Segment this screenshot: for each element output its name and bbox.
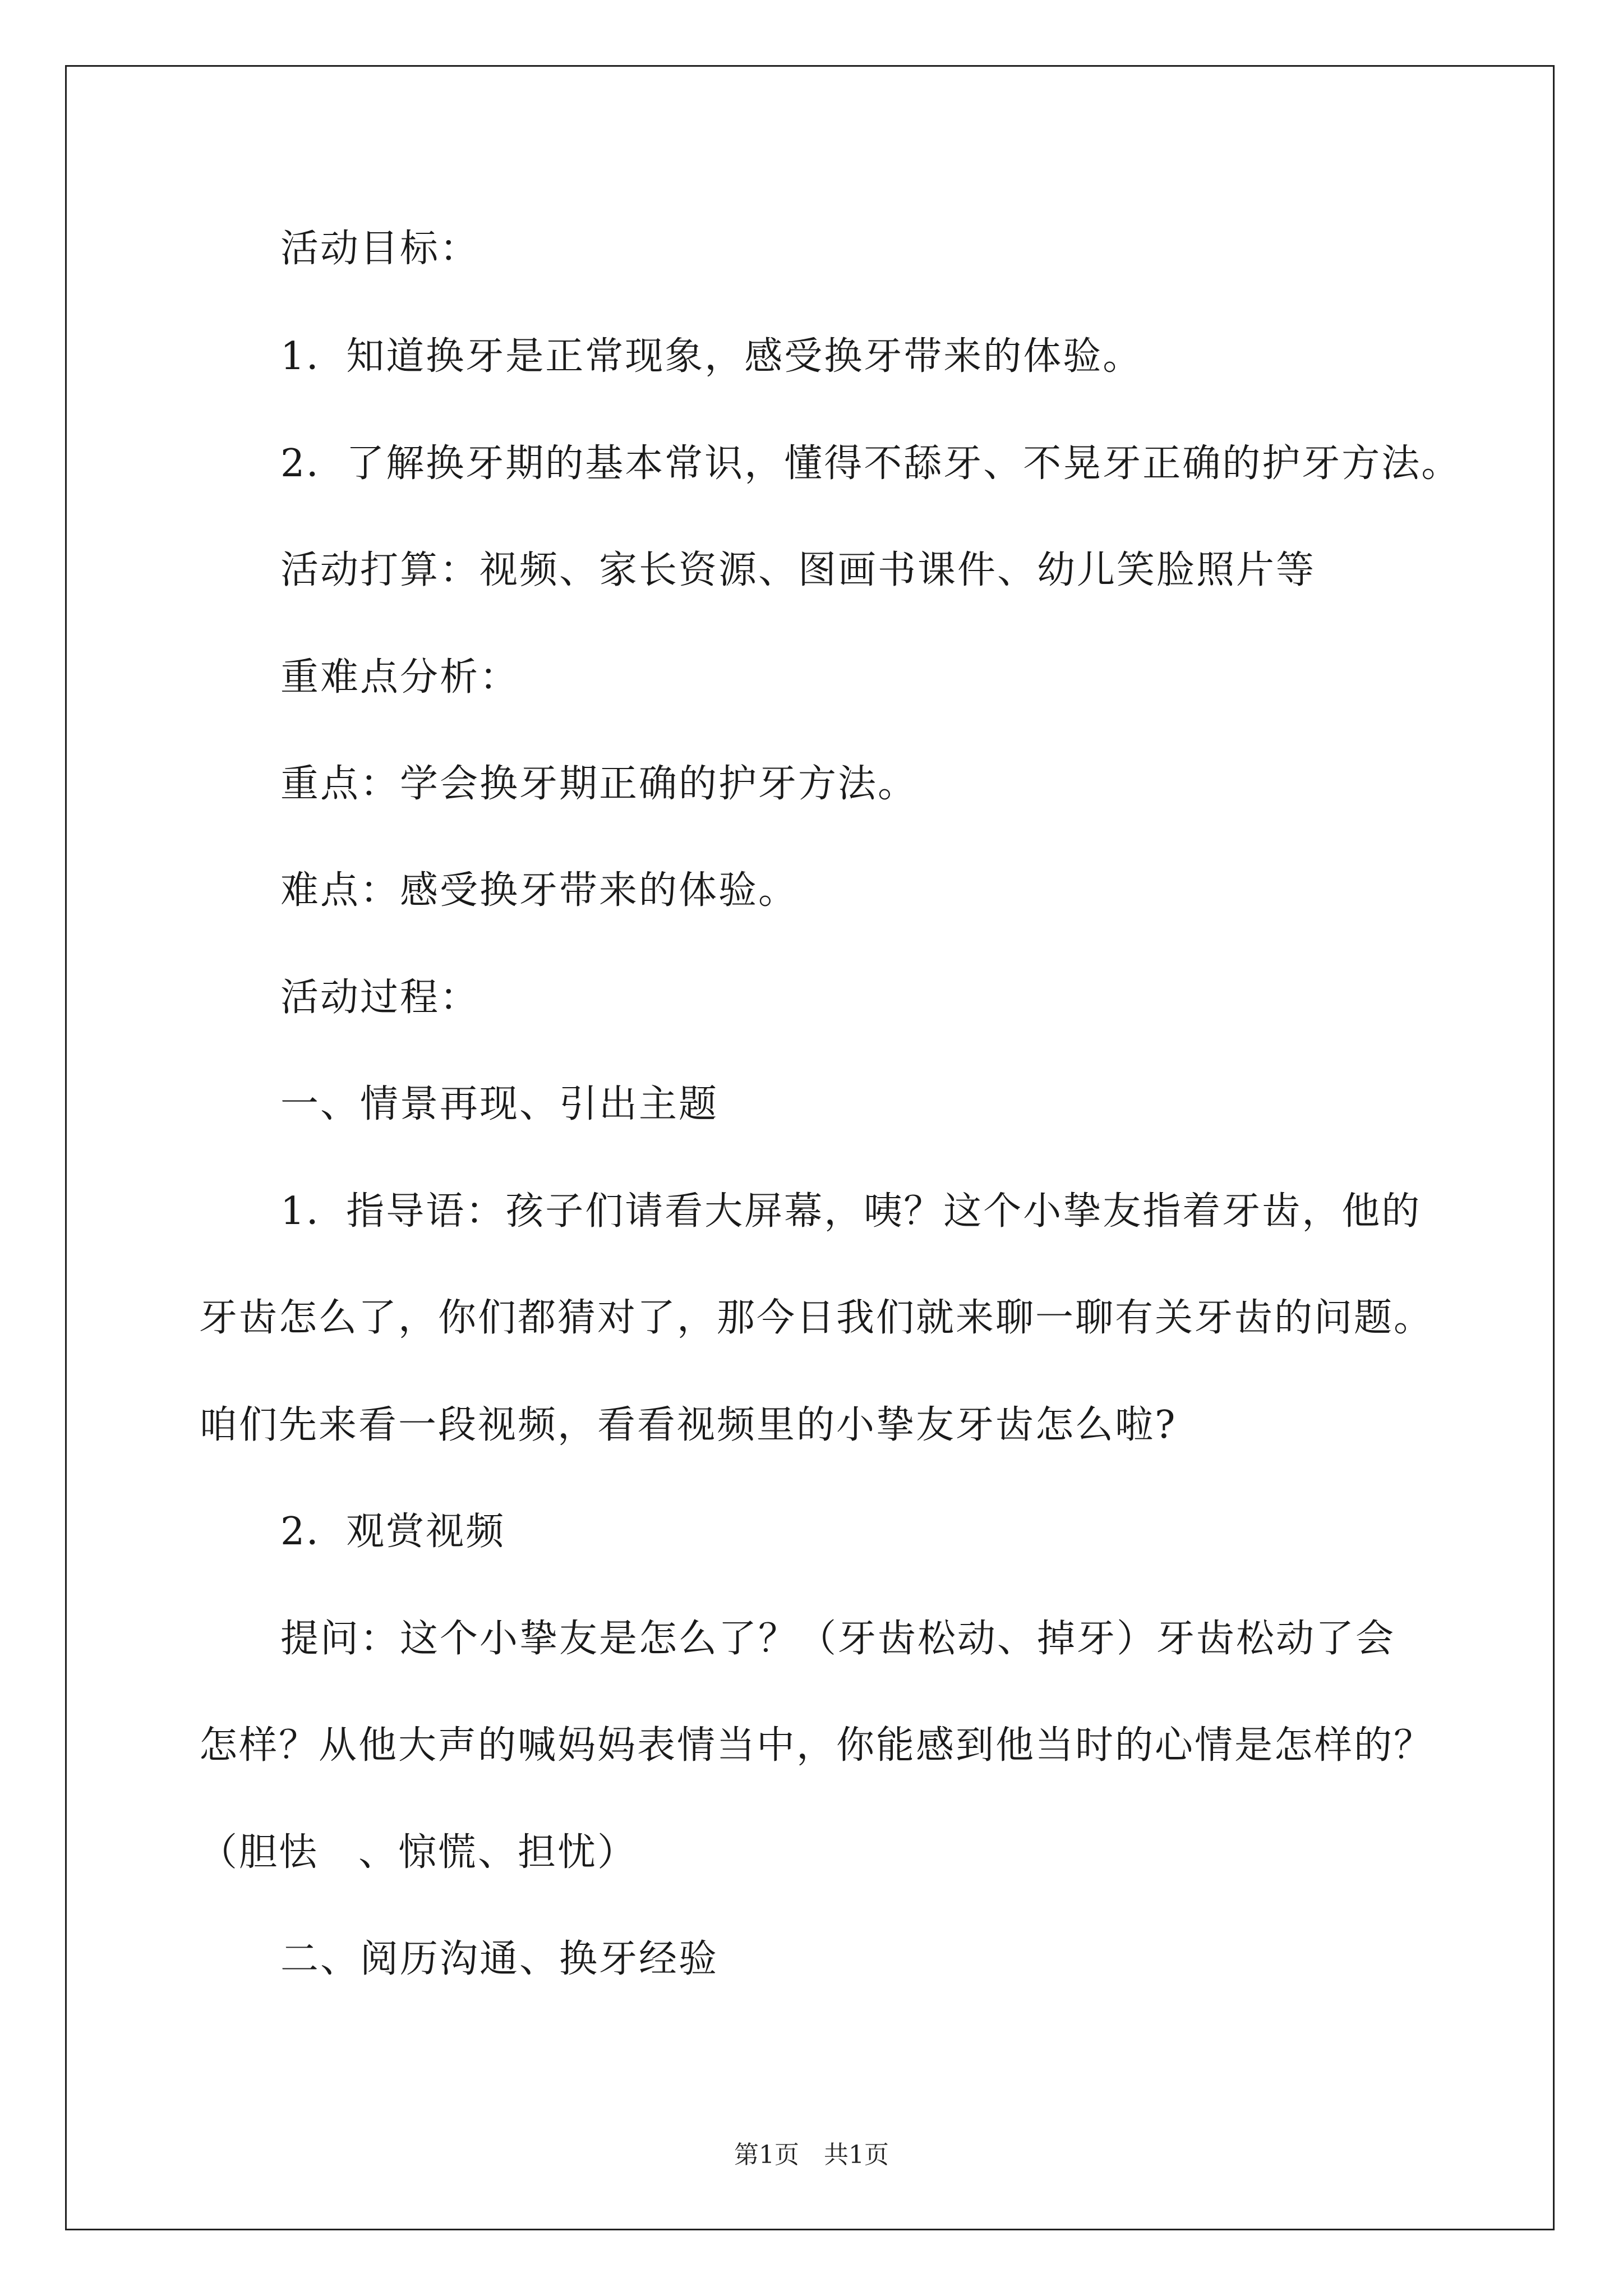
goal-item-1: 1．知道换牙是正常现象，感受换牙带来的体验。	[280, 334, 1143, 379]
section-1-item-1-line-1: 1．指导语：孩子们请看大屏幕，咦？这个小挚友指着牙齿，他的	[280, 1189, 1422, 1234]
heading-activity-process: 活动过程：	[280, 976, 480, 1020]
section-1-item-1-line-3: 咱们先来看一段视频，看看视频里的小挚友牙齿怎么啦?	[199, 1403, 1177, 1447]
question-line-3: （胆怯 、惊慌、担忧）	[199, 1830, 638, 1875]
section-1-title: 一、情景再现、引出主题	[280, 1082, 719, 1126]
page-footer: 第1页 共1页	[734, 2141, 889, 2169]
section-1-item-2: 2．观赏视频	[280, 1510, 506, 1554]
section-1-item-1-line-2: 牙齿怎么了，你们都猜对了，那今日我们就来聊一聊有关牙齿的问题。	[199, 1296, 1434, 1340]
question-line-1: 提问：这个小挚友是怎么了？（牙齿松动、掉牙）牙齿松动了会	[280, 1617, 1396, 1661]
goal-item-2: 2．了解换牙期的基本常识，懂得不舔牙、不晃牙正确的护牙方法。	[280, 441, 1461, 486]
page-border	[65, 65, 1555, 2230]
key-point: 重点：学会换牙期正确的护牙方法。	[280, 762, 918, 806]
heading-activity-goals: 活动目标：	[280, 227, 480, 271]
question-line-2: 怎样？从他大声的喊妈妈表情当中，你能感到他当时的心情是怎样的？	[199, 1723, 1434, 1768]
activity-preparation: 活动打算：视频、家长资源、图画书课件、幼儿笑脸照片等	[280, 548, 1316, 592]
difficult-point: 难点：感受换牙带来的体验。	[280, 868, 799, 913]
section-2-title: 二、阅历沟通、换牙经验	[280, 1937, 719, 1981]
heading-key-points: 重难点分析：	[280, 655, 520, 700]
